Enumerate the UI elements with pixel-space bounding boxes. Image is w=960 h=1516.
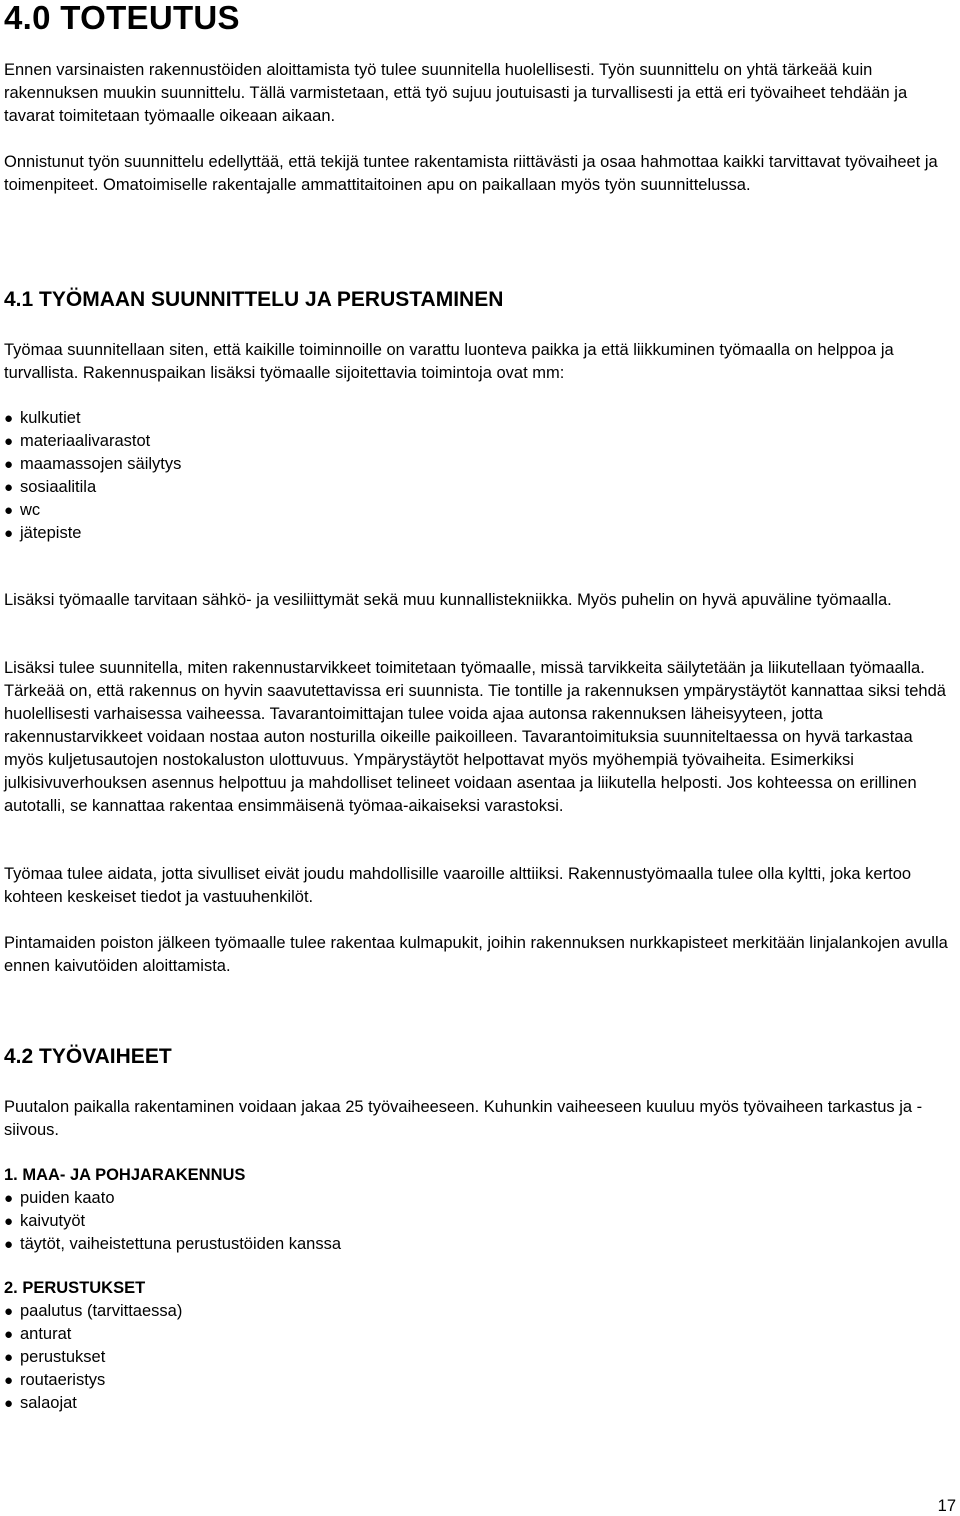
bullet-icon: ● <box>4 1213 14 1230</box>
bullet-icon: ● <box>4 525 14 542</box>
bullet-icon: ● <box>4 1349 14 1366</box>
bullet-icon: ● <box>4 1326 14 1343</box>
bullet-icon: ● <box>4 456 14 473</box>
list-item: ● perustukset <box>4 1346 956 1369</box>
bullet-icon: ● <box>4 433 14 450</box>
list-item: ● täytöt, vaiheistettuna perustustöiden kanssa <box>4 1233 956 1256</box>
intro-paragraph-1: Ennen varsinaisten rakennustöiden aloittamista työ tulee suunnitella huolellisesti. Työn suunnittelu on yhtä tärkeää kuin rakennuksen muukin suunnittelu. Tällä varmistetaan, että työ sujuu joutuisasti ja turvallisesti ja että eri työvaiheet tehdään ja tavarat toimitetaan työmaalle oikeaan aikaan. <box>4 61 908 125</box>
page-number: 17 <box>937 1497 956 1515</box>
phase-1-title: 1. MAA- JA POHJARAKENNUS <box>4 1166 246 1184</box>
site-functions-list <box>4 407 956 545</box>
bullet-icon: ● <box>4 502 14 519</box>
section-42-heading: 4.2 TYÖVAIHEET <box>4 1045 172 1068</box>
section-42-paragraph-1: Puutalon paikalla rakentaminen voidaan jakaa 25 työvaiheeseen. Kuhunkin vaiheeseen kuuluu myös työvaiheen tarkastus ja -siivous. <box>4 1098 923 1139</box>
section-41-paragraph-3: Lisäksi tulee suunnitella, miten rakennustarvikkeet toimitetaan työmaalle, missä tarvikkeita säilytetään ja liikutellaan työmaalla. Tärkeää on, että rakennus on hyvin saavutettavissa eri suunnista. Tie tontille ja rakennuksen ympärystäytöt kannattaa siksi tehdä huolellisesti varhaisessa vaiheessa. Tavarantoimittajan tulee voida ajaa autonsa rakennuksen läheisyyteen, jotta rakennustarvikkeet voidaan nostaa auton nosturilla oikeille paikoilleen. Tavarantoimituksia suunniteltaessa on hyvä tarkastaa myös kuljetusautojen nostokaluston ulottuvuus. Ympärystäytöt helpottavat myös myöhempiä työvaiheita. Esimerkiksi julkisivuverhouksen asennus helpottuu ja mahdolliset telineet voidaan asentaa ja liikutella helposti. Jos kohteessa on erillinen autotalli, se kannattaa rakentaa ensimmäisenä työmaa-aikaiseksi varastoksi. <box>4 659 946 815</box>
section-41-paragraph-4: Työmaa tulee aidata, jotta sivulliset eivät joudu mahdollisille vaaroille alttiiksi. Rakennustyömaalla tulee olla kyltti, joka kertoo kohteen keskeiset tiedot ja vastuuhenkilöt. <box>4 865 912 906</box>
list-item: ● materiaalivarastot <box>4 430 956 453</box>
list-item: ● anturat <box>4 1323 956 1346</box>
phase-2-block <box>4 1277 956 1415</box>
intro-paragraph-2: Onnistunut työn suunnittelu edellyttää, että tekijä tuntee rakentamista riittävästi ja osaa hahmottaa kaikki tarvittavat työvaiheet ja toimenpiteet. Omatoimiselle rakentajalle ammattitaitoinen apu on paikallaan myös työn suunnittelussa. <box>4 153 938 194</box>
list-item: ● salaojat <box>4 1392 956 1415</box>
list-item: ● kaivutyöt <box>4 1210 956 1233</box>
bullet-icon: ● <box>4 479 14 496</box>
list-item: ● maamassojen säilytys <box>4 453 956 476</box>
list-item: ● kulkutiet <box>4 407 956 430</box>
list-item: ● routaeristys <box>4 1369 956 1392</box>
phase-2-title: 2. PERUSTUKSET <box>4 1279 146 1297</box>
list-item: ● wc <box>4 499 956 522</box>
list-item: ● puiden kaato <box>4 1187 956 1210</box>
phase-1-block <box>4 1164 956 1256</box>
section-41-paragraph-1: Työmaa suunnitellaan siten, että kaikille toiminnoille on varattu luonteva paikka ja että liikkuminen työmaalla on helppoa ja turvallista. Rakennuspaikan lisäksi työmaalle sijoitettavia toimintoja ovat mm: <box>4 341 894 382</box>
bullet-icon: ● <box>4 1236 14 1253</box>
section-41-paragraph-2: Lisäksi työmaalle tarvitaan sähkö- ja vesiliittymät sekä muu kunnallistekniikka. Myös puhelin on hyvä apuväline työmaalla. <box>4 591 892 609</box>
bullet-icon: ● <box>4 1372 14 1389</box>
phase-1-list <box>4 1187 956 1256</box>
section-41-heading: 4.1 TYÖMAAN SUUNNITTELU JA PERUSTAMINEN <box>4 288 504 311</box>
section-41-paragraph-5: Pintamaiden poiston jälkeen työmaalle tulee rakentaa kulmapukit, joihin rakennuksen nurkkapisteet merkitään linjalankojen avulla ennen kaivutöiden aloittamista. <box>4 934 948 975</box>
bullet-icon: ● <box>4 1395 14 1412</box>
page-title: 4.0 TOTEUTUS <box>4 0 240 36</box>
bullet-icon: ● <box>4 1190 14 1207</box>
phase-2-list <box>4 1300 956 1415</box>
bullet-icon: ● <box>4 1303 14 1320</box>
list-item: ● sosiaalitila <box>4 476 956 499</box>
list-item: ● jätepiste <box>4 522 956 545</box>
list-item: ● paalutus (tarvittaessa) <box>4 1300 956 1323</box>
bullet-icon: ● <box>4 410 14 427</box>
